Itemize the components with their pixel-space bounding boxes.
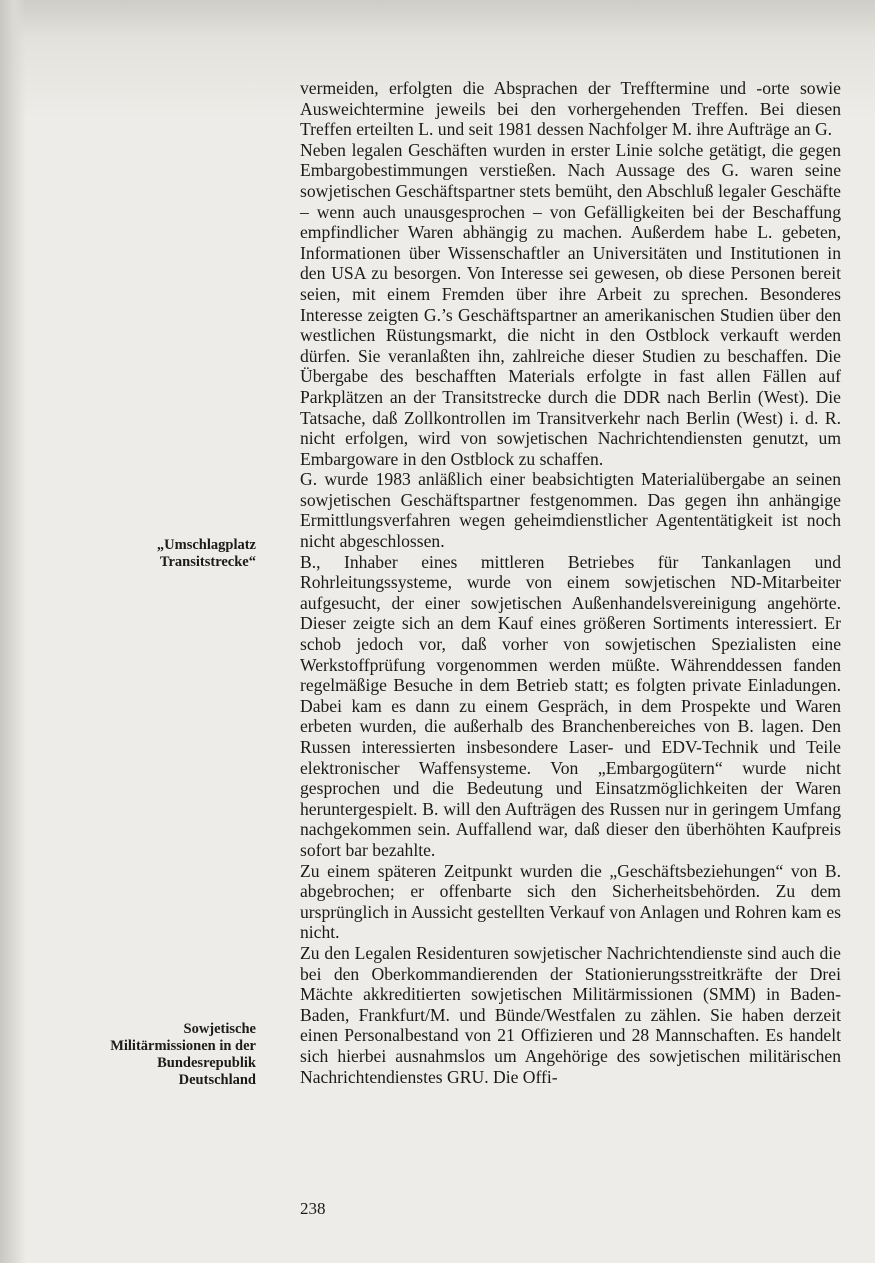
page-number: 238 (300, 1199, 326, 1218)
paragraph: B., Inhaber eines mittleren Betriebes für Tankanlagen und Rohrleitungssysteme, wurde von einem sowjetischen ND-Mitarbeiter aufgesucht, der einer sowjetischen Außenhandelsvereinigung angehörte. Dieser zeigte sich an dem Kauf eines größeren Sortiments interessiert. Er schob jedoch vor, daß vorher von sowjetischen Spezialisten eine Werkstoffprüfung vorgenommen werden müßte. Währenddessen fanden regelmäßige Besuche in dem Betrieb statt; es folgten private Einladungen. Dabei kam es dann zu einem Gespräch, in dem Prospekte und Waren erbeten wurden, die außerhalb des Branchenbereiches von B. lagen. Den Russen interessierten insbesondere Laser- und EDV-Technik und Teile elektronischer Waffensysteme. Von „Embargogütern“ wurde nicht gesprochen und die Bedeutung und Einsatzmöglichkeiten der Waren heruntergespielt. B. will den Aufträgen des Russen nur in geringem Umfang nachgekommen sein. Auffallend war, daß dieser den überhöhten Kaufpreis sofort bar bezahlte. (300, 551, 841, 860)
page-edge-shadow (0, 0, 26, 1263)
margin-note-militaermissionen: Sowjetische Militärmissionen in der Bundesrepublik Deutschland (110, 1021, 256, 1088)
margin-note-transitstrecke: „Umschlagplatz Transitstrecke“ (156, 537, 256, 570)
paragraph: vermeiden, erfolgten die Absprachen der Trefftermine und -orte sowie Ausweichtermine jeweils bei den vorhergehenden Treffen. Bei diesen Treffen erteilten L. und seit 1981 dessen Nachfolger M. ihre Aufträge an G. (300, 78, 841, 140)
paragraph: G. wurde 1983 anläßlich einer beabsichtigten Materialübergabe an seinen sowjetischen Geschäftspartner festgenommen. Das gegen ihn anhängige Ermittlungsverfahren wegen geheimdienstlicher Agententätigkeit ist noch nicht abgeschlossen. (300, 469, 841, 552)
paragraph: Neben legalen Geschäften wurden in erster Linie solche getätigt, die gegen Embargobestimmungen verstießen. Nach Aussage des G. waren seine sowjetischen Geschäftspartner stets bemüht, den Abschluß legaler Geschäfte – wenn auch unausgesprochen – von Gefälligkeiten bei der Beschaffung empfindlicher Waren abhängig zu machen. Außerdem habe L. gebeten, Informationen über Wissenschaftler an Universitäten und Institutionen in den USA zu besorgen. Von Interesse sei gewesen, ob diese Personen bereit seien, mit einem Fremden über ihre Arbeit zu sprechen. Besonderes Interesse zeigten G.’s Geschäftspartner an amerikanischen Studien über den westlichen Rüstungsmarkt, die nicht in den Ostblock verkauft werden dürfen. Sie veranlaßten ihn, zahlreiche dieser Studien zu beschaffen. Die Übergabe des beschafften Materials erfolgte in fast allen Fällen auf Parkplätzen an der Transitstrecke durch die DDR nach Berlin (West). Die Tatsache, daß Zollkontrollen im Transitverkehr nach Berlin (West) i. d. R. nicht erfolgen, wird von sowjetischen Nachrichtendiensten genutzt, um Embargoware in den Ostblock zu schaffen. (300, 139, 841, 469)
paragraph: Zu den Legalen Residenturen sowjetischer Nachrichtendienste sind auch die bei den Oberkommandierenden der Stationierungsstreitkräfte der Drei Mächte akkreditierten sowjetischen Militärmissionen (SMM) in Baden-Baden, Frankfurt/M. und Bünde/Westfalen zu zählen. Sie haben derzeit einen Personalbestand von 21 Offizieren und 28 Mannschaften. Es handelt sich hierbei ausnahmslos um Angehörige des sowjetischen militärischen Nachrichtendienstes GRU. Die Offi- (300, 942, 841, 1087)
main-text-column (300, 78, 841, 1087)
paragraph: Zu einem späteren Zeitpunkt wurden die „Geschäftsbeziehungen“ von B. abgebrochen; er offenbarte sich den Sicherheitsbehörden. Zu dem ursprünglich in Aussicht gestellten Verkauf von Anlagen und Rohren kam es nicht. (300, 860, 841, 943)
